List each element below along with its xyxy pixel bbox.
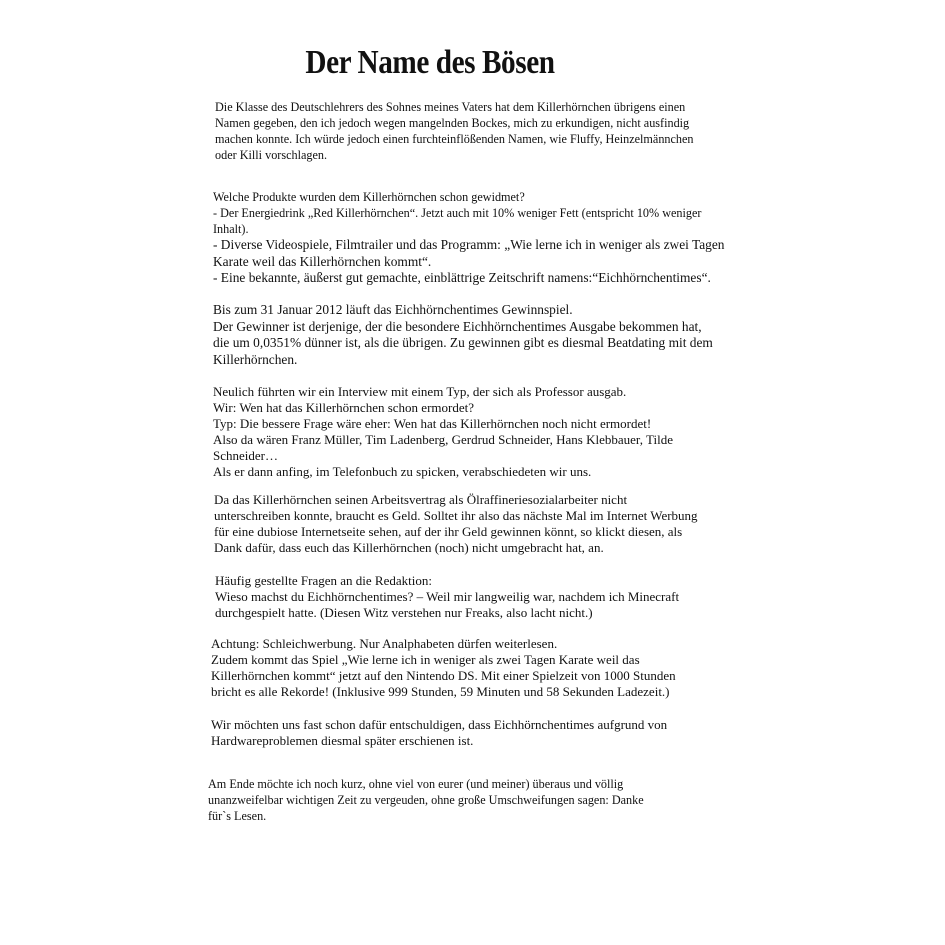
text-line: Als er dann anfing, im Telefonbuch zu spicken, verabschiedeten wir uns. — [213, 464, 592, 479]
text-line: Also da wären Franz Müller, Tim Ladenberg, Gerdrud Schneider, Hans Klebbauer, Tilde — [213, 432, 673, 447]
text-line: - Eine bekannte, äußerst gut gemachte, einblättrige Zeitschrift namens:“Eichhörnchentimes“. — [213, 270, 711, 285]
text-line: die um 0,0351% dünner ist, als die übrigen. Zu gewinnen gibt es diesmal Beatdating mit dem — [213, 335, 713, 350]
text-line: Welche Produkte wurden dem Killerhörnchen schon gewidmet? — [213, 190, 525, 204]
text-line: - Diverse Videospiele, Filmtrailer und das Programm: „Wie lerne ich in weniger als zwei Tagen — [213, 237, 725, 252]
text-line: Karate weil das Killerhörnchen kommt“. — [213, 253, 432, 269]
text-line: Hardwareproblemen diesmal später erschienen ist. — [211, 733, 474, 748]
text-line: bricht es alle Rekorde! (Inklusive 999 Stunden, 59 Minuten und 58 Sekunden Ladezeit.) — [211, 684, 670, 699]
text-line: für`s Lesen. — [208, 809, 267, 823]
text-line: Neulich führten wir ein Interview mit einem Typ, der sich als Professor ausgab. — [213, 384, 627, 399]
text-line: Wir: Wen hat das Killerhörnchen schon ermordet? — [213, 400, 474, 415]
text-line: für eine dubiose Internetseite sehen, auf der ihr Geld gewinnen könnt, so klickt diesen, als — [214, 524, 683, 539]
text-line: Namen gegeben, den ich jedoch wegen mangelnden Bockes, mich zu erkundigen, nicht ausfindig — [215, 116, 690, 130]
paragraph-advertising — [211, 636, 676, 700]
paragraph-closing — [208, 776, 644, 824]
text-line: durchgespielt hatte. (Diesen Witz verstehen nur Freaks, also lacht nicht.) — [215, 605, 593, 620]
text-line: Typ: Die bessere Frage wäre eher: Wen hat das Killerhörnchen noch nicht ermordet! — [213, 416, 652, 431]
paragraph-interview — [213, 384, 673, 480]
paragraph-faq — [215, 573, 679, 621]
paragraph-products — [213, 189, 725, 287]
text-line: Dank dafür, dass euch das Killerhörnchen (noch) nicht umgebracht hat, an. — [214, 540, 604, 555]
text-line: - Der Energiedrink „Red Killerhörnchen“. Jetzt auch mit 10% weniger Fett (entspricht 10% weniger — [213, 206, 702, 220]
paragraph-contest — [213, 302, 713, 368]
text-line: Die Klasse des Deutschlehrers des Sohnes meines Vaters hat dem Killerhörnchen übrigens einen — [215, 100, 686, 114]
text-line: Wieso machst du Eichhörnchentimes? – Weil mir langweilig war, nachdem ich Minecraft — [215, 589, 680, 604]
text-line: oder Killi vorschlagen. — [215, 148, 328, 162]
paragraph-money — [214, 492, 698, 556]
text-line: machen konnte. Ich würde jedoch einen furchteinflößenden Namen, wie Fluffy, Heinzelmännchen — [215, 132, 694, 146]
text-line: Schneider… — [213, 448, 278, 463]
paragraph-apology — [211, 717, 667, 749]
text-line: Häufig gestellte Fragen an die Redaktion: — [215, 573, 432, 588]
text-line: unterschreiben konnte, braucht es Geld. Solltet ihr also das nächste Mal im Internet Werbung — [214, 508, 698, 523]
page-title: Der Name des Bösen — [305, 44, 555, 81]
text-line: Inhalt). — [213, 222, 249, 236]
paragraph-name — [215, 99, 694, 163]
text-line: unanzweifelbar wichtigen Zeit zu vergeuden, ohne große Umschweifungen sagen: Danke — [208, 793, 644, 807]
text-line: Der Gewinner ist derjenige, der die besondere Eichhörnchentimes Ausgabe bekommen hat, — [213, 318, 702, 334]
text-line: Killerhörnchen kommt“ jetzt auf den Nintendo DS. Mit einer Spielzeit von 1000 Stunden — [211, 668, 676, 683]
text-line: Achtung: Schleichwerbung. Nur Analphabeten dürfen weiterlesen. — [211, 636, 558, 651]
text-line: Bis zum 31 Januar 2012 läuft das Eichhörnchentimes Gewinnspiel. — [213, 302, 573, 317]
text-line: Am Ende möchte ich noch kurz, ohne viel von eurer (und meiner) überaus und völlig — [208, 777, 624, 791]
text-line: Zudem kommt das Spiel „Wie lerne ich in weniger als zwei Tagen Karate weil das — [211, 652, 640, 667]
text-line: Wir möchten uns fast schon dafür entschuldigen, dass Eichhörnchentimes aufgrund von — [211, 717, 668, 732]
text-line: Da das Killerhörnchen seinen Arbeitsvertrag als Ölraffineriesozialarbeiter nicht — [214, 492, 628, 507]
text-line: Killerhörnchen. — [213, 351, 298, 367]
